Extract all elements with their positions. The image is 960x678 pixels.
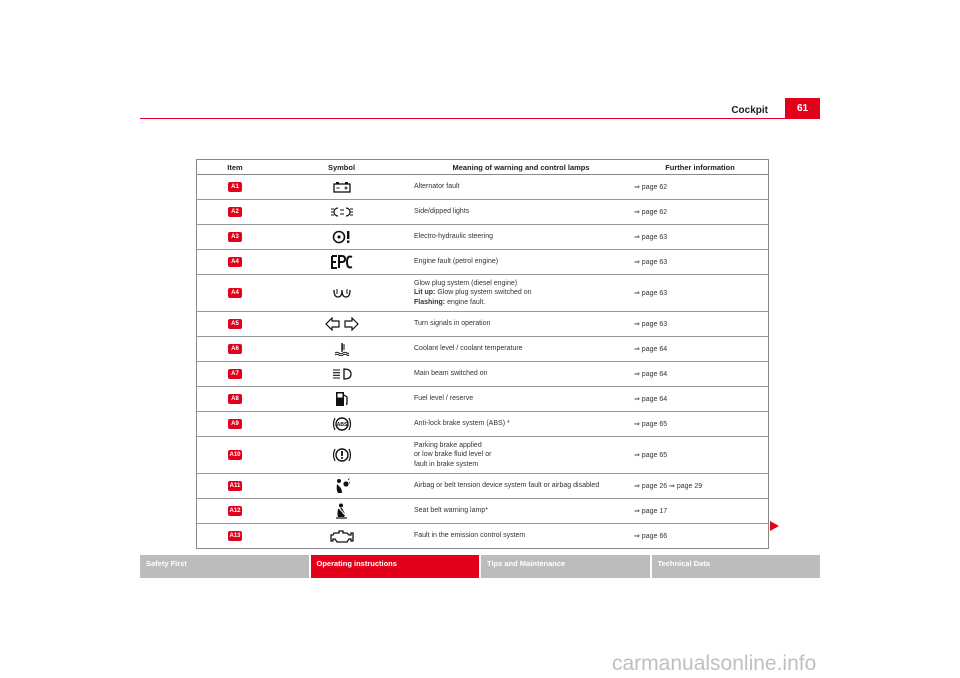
table-header xyxy=(197,160,768,175)
lit-up-text: Glow plug system switched on xyxy=(435,289,532,297)
item-label: A9 xyxy=(228,419,242,429)
page-reference: ⇒ page 65 xyxy=(634,452,668,459)
meaning-text-line2: or low brake fluid level or xyxy=(414,451,492,459)
item-label: A13 xyxy=(229,533,241,539)
abs-icon-text: ABS xyxy=(336,422,347,428)
meaning-text: Engine fault (petrol engine) xyxy=(414,258,499,266)
meaning-lit-line xyxy=(414,288,632,298)
table-row xyxy=(197,412,768,437)
column-header-info: Further information xyxy=(665,162,735,172)
meaning-text: Main beam switched on xyxy=(414,370,488,378)
meaning-text: Glow plug system (diesel engine) xyxy=(414,279,518,287)
item-label: A3 xyxy=(228,232,242,242)
meaning-text: Fuel level / reserve xyxy=(414,395,474,403)
seat-belt-icon xyxy=(335,503,349,519)
item-label: A5 xyxy=(228,319,242,329)
lit-up-label: Lit up: xyxy=(414,289,436,297)
item-label: A12 xyxy=(229,508,241,514)
page-reference: ⇒ page 65 xyxy=(634,421,668,428)
meaning-text: Anti-lock brake system (ABS) * xyxy=(414,420,510,428)
engine-icon xyxy=(330,529,354,543)
epc-icon xyxy=(331,255,353,269)
header-rule xyxy=(140,118,820,119)
tab-technical-data[interactable]: Technical Data xyxy=(652,555,821,578)
fuel-pump-icon xyxy=(335,391,349,407)
table-row xyxy=(197,387,768,412)
column-header-item: Item xyxy=(227,162,243,172)
meaning-text: Electro-hydraulic steering xyxy=(414,233,493,241)
meaning-text: Coolant level / coolant temperature xyxy=(414,345,523,353)
table-row xyxy=(197,200,768,225)
glow-plug-icon xyxy=(333,288,351,298)
meaning-text: Seat belt warning lamp* xyxy=(414,507,488,515)
meaning-text-line3: fault in brake system xyxy=(414,460,479,468)
page-reference: ⇒ page 26 ⇒ page 29 xyxy=(634,483,703,490)
page-header-title: Cockpit xyxy=(731,105,768,116)
table-row xyxy=(197,524,768,548)
warning-lamps-table xyxy=(196,159,769,549)
item-label: A4 xyxy=(228,257,242,267)
meaning-text: Turn signals in operation xyxy=(414,320,491,328)
item-label: A7 xyxy=(228,369,242,379)
meaning-text: Parking brake applied xyxy=(414,441,482,449)
tab-safety-first[interactable]: Safety First xyxy=(140,555,309,578)
table-row xyxy=(197,225,768,250)
item-label: A1 xyxy=(228,182,242,192)
meaning-text: Alternator fault xyxy=(414,183,460,191)
column-header-symbol: Symbol xyxy=(327,162,356,172)
meaning-flash-line xyxy=(414,298,632,308)
side-dipped-lights-icon xyxy=(329,206,355,218)
meaning-text: Fault in the emission control system xyxy=(414,532,526,540)
page-reference: ⇒ page 62 xyxy=(634,184,668,191)
page-reference: ⇒ page 62 xyxy=(634,209,668,216)
turn-signals-icon xyxy=(325,317,359,331)
table-row xyxy=(197,337,768,362)
airbag-icon xyxy=(334,478,350,494)
main-beam-icon xyxy=(332,368,352,380)
page-reference: ⇒ page 64 xyxy=(634,346,668,353)
meaning-text: Side/dipped lights xyxy=(414,208,470,216)
footer-tabs xyxy=(140,555,820,578)
item-label: A2 xyxy=(228,207,242,217)
table-row xyxy=(197,250,768,275)
column-header-meaning: Meaning of warning and control lamps xyxy=(452,162,590,172)
table-row xyxy=(197,175,768,200)
page-reference: ⇒ page 63 xyxy=(634,290,668,297)
table-row xyxy=(197,312,768,337)
page-reference: ⇒ page 64 xyxy=(634,396,668,403)
battery-icon xyxy=(333,181,351,193)
power-steering-icon xyxy=(332,230,352,244)
tab-tips-and-maintenance[interactable]: Tips and Maintenance xyxy=(481,555,650,578)
page-reference: ⇒ page 63 xyxy=(634,259,668,266)
page-number: 61 xyxy=(785,98,820,118)
flashing-text: engine fault. xyxy=(445,298,486,306)
table-row xyxy=(197,275,768,312)
item-label: A10 xyxy=(229,452,241,458)
page-reference: ⇒ page 63 xyxy=(634,321,668,328)
page-reference: ⇒ page 64 xyxy=(634,371,668,378)
page-reference: ⇒ page 17 xyxy=(634,508,668,515)
item-label: A11 xyxy=(229,483,241,489)
table-row xyxy=(197,437,768,474)
table-row xyxy=(197,474,768,499)
page-reference: ⇒ page 66 xyxy=(634,533,668,540)
page-reference: ⇒ page 63 xyxy=(634,234,668,241)
meaning-text: Airbag or belt tension device system fault or airbag disabled xyxy=(414,482,600,490)
next-page-arrow-icon[interactable] xyxy=(770,521,779,531)
table-row xyxy=(197,362,768,387)
brake-warning-icon xyxy=(332,447,352,463)
flashing-label: Flashing: xyxy=(414,298,446,306)
coolant-icon xyxy=(334,342,350,356)
watermark: carmanualsonline.info xyxy=(612,652,817,675)
abs-icon xyxy=(332,416,352,432)
item-label: A4 xyxy=(228,288,242,298)
table-row xyxy=(197,499,768,524)
item-label: A6 xyxy=(228,344,242,354)
item-label: A8 xyxy=(228,394,242,404)
tab-operating-instructions[interactable]: Operating instructions xyxy=(311,555,480,578)
